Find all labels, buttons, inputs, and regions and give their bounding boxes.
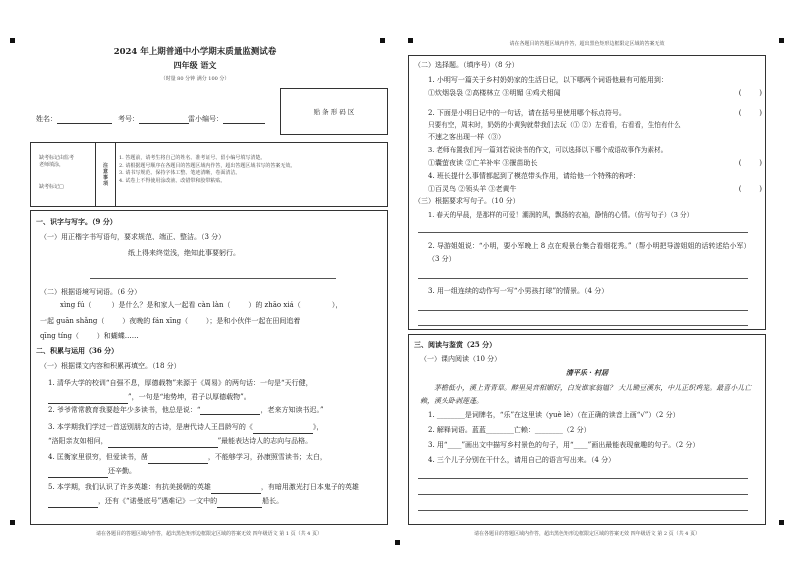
reading-q2: 2. 解释词语。蓝蓝________亡赖：________（2 分） — [428, 426, 591, 434]
choice-4: 4. 班长提什么事情都起到了模范带头作用，请给他一个特殊的称呼： ①百灵鸟 ②领头羊 ③老黄牛 ( ) — [428, 172, 762, 193]
section-1-title: 一、识字与写字。（9 分） — [36, 217, 117, 226]
sentence-2: 2. 导游姐姐说：“小明，要小军晚上 8 点在观景台集合看烟花秀。”（帮小明把导游姐姐的话转述给小军）（3 分） — [428, 242, 751, 263]
name-label: 姓名： — [36, 115, 57, 123]
answer-line[interactable] — [418, 510, 748, 511]
school-number-label: 雷小编号： — [188, 115, 223, 123]
notice-item: 1. 答题前，请考生将自己的姓名、准考证号、留小编号填写清楚。 — [119, 155, 266, 161]
exam-title: 2024 年上期普通中小学期末质量监测试卷 — [113, 47, 277, 57]
q2-1-3: 3. 本学期我们学过一首送别朋友的古诗，是唐代诗人王昌龄写的《 》， “洛阳亲友如相问， ”最能表达诗人的志向与品格。 — [48, 420, 380, 448]
section-3-title: 三、阅读与鉴赏（25 分） — [414, 340, 497, 349]
q2-1-4: 4. 匡衡家里很穷，但爱读书，凿 ，不能够学习，孙康照雪读书；太白， 还辛勤。 — [48, 450, 380, 478]
exam-number-label: 考号： — [118, 115, 139, 123]
q1-1: （一）用正楷字书写语句，要求规范、端正、整洁。（3 分） — [40, 233, 226, 241]
q2-1-2: 2. 爷爷常常教育我要趁年少多读书，他总是说：“ ，老来方知读书迟。” — [48, 406, 324, 414]
choice-3: 3. 老师布置我们写一篇刘若说读书的作文，可以选择以下哪个成语故事作为素材。 ①囊萤夜读 ②亡羊补牢 ③揠苗助长 ( ) — [428, 146, 762, 167]
absent-note: 缺考标记由监考老师填涂， — [39, 155, 75, 168]
answer-line[interactable] — [418, 310, 748, 311]
registration-mark-bottom-left — [10, 520, 15, 525]
sentence-1: 1. 春天的早晨，是那样的可爱！潮润的风，飘扬的衣袖，静悄的心情。（仿写句子）（3 分） — [428, 211, 694, 219]
q2-2: （二）选择题。（填序号）（8 分） — [414, 61, 519, 69]
registration-mark-top-right — [779, 38, 784, 43]
notice-item: 3. 请书写规范、保持字体工整、笔迹清晰，卷面清洁。 — [119, 170, 241, 176]
right-header: 请在各题目的答题区域内作答，超出黑色矩形边框限定区域的答案无效 — [509, 41, 665, 47]
q1-2-line2: 一起 guān shǎng（ ）夜晚的 fán xīng（ ）；是和小伙伴一起在田间追着 — [40, 317, 301, 325]
q3-1: （一）课内阅读（10 分） — [420, 355, 502, 363]
notice-list — [119, 155, 379, 185]
sentence-3: 3. 用一组连续的动作写一写“小男孩打球”的情景。（4 分） — [428, 287, 609, 295]
answer-line[interactable] — [418, 478, 748, 479]
exam-subtitle: 四年级 语文 — [173, 60, 217, 70]
q2-3: （三）根据要求写句子。（10 分） — [414, 197, 520, 205]
q2-1: （一）根据课文内容和积累再填空。（18 分） — [40, 362, 181, 370]
notice-title: 注意事项 — [103, 163, 109, 187]
q2-1-1: 1. 清华大学的校训“自强不息，厚德载物”来源于《周易》的两句话：一句是“天行健， ”，一句是“地势坤，君子以厚德载物”。 — [48, 376, 380, 404]
barcode-area — [280, 88, 388, 135]
school-number-field[interactable] — [188, 114, 265, 124]
name-field[interactable] — [36, 114, 112, 124]
registration-mark-top-mid-left — [380, 38, 385, 43]
notice-item: 4. 试卷上不得使用涂改液、改错带和胶带粘贴。 — [119, 177, 226, 184]
absent-mark[interactable]: 缺考标记□ — [39, 184, 64, 190]
registration-mark-bottom-mid — [395, 540, 400, 545]
barcode-label: 贴 条 形 码 区 — [313, 108, 355, 116]
answer-line[interactable] — [418, 232, 748, 233]
notice-item: 2. 请根据题号顺序在各题目的答题区域内作答，超出答题区域书写的答案无效。 — [119, 162, 296, 169]
notice-box — [30, 142, 388, 207]
right-footer: 请在各题目的答题区域内作答，超出黑色矩形边框限定区域的答案无效 四年级语文 第 2 页（共 4 页） — [474, 531, 700, 537]
left-footer: 请在各题目的答题区域内作答，超出黑色矩形边框限定区域的答案无效 四年级语文 第 1 页（共 4 页） — [96, 531, 322, 537]
registration-mark-top-left — [10, 38, 15, 43]
q1-2: （二）根据语境写词语。（6 分） — [40, 288, 142, 296]
answer-line[interactable] — [418, 325, 748, 326]
choice-1: 1. 小明写一篇关于乡村奶奶家的生活日记，以下哪两个词语他最有可能用到： ①炊烟袅袅 ②高楼林立 ③明媚 ④鸡犬相闻 ( ) — [428, 76, 762, 97]
writing-line[interactable] — [90, 278, 336, 279]
reading-q1: 1. ________是词牌名，“乐”在这里读（yuè lè）（在正确的读音上画“√”）（2 分） — [428, 411, 680, 419]
exam-meta: （时量 80 分钟 满分 100 分） — [160, 76, 230, 82]
pinyin: xìng fú — [60, 301, 85, 309]
registration-mark-bottom-right — [779, 520, 784, 525]
poem-title: 清平乐 · 村居 — [565, 368, 609, 377]
poem-text: 茅檐低小，溪上青青草。醉里吴音相媚好，白发谁家翁媪？ 大儿锄豆溪东，中儿正织鸡笼。最喜小儿亡赖，溪头卧剥莲蓬。 — [420, 384, 752, 406]
reading-q3: 3. 用“____”画出文中描写乡村景色的句子，用“____”画出最能表现童趣的句子。（2 分） — [428, 441, 700, 449]
section-2-title: 二、积累与运用（36 分） — [36, 346, 119, 355]
answer-line[interactable] — [418, 494, 748, 495]
q2-1-5: 5. 本学期，我们认识了许多英雄：有抗美援朝的英雄 ，有暗用激光打日本鬼子的英雄 ，还有《“诺曼底号”遇难记》一文中的 船长。 — [48, 480, 380, 508]
q1-2-line3: qīng tíng（ ）和蝴蝶…… — [40, 332, 139, 340]
reading-q4: 4. 三个儿子分别在干什么，请用自己的语言写出来。（4 分） — [428, 456, 616, 464]
q1-1-text: 纸上得来终觉浅，绝知此事要躬行。 — [128, 249, 240, 257]
answer-line[interactable] — [418, 278, 748, 279]
q1-2-line1: xìng fú（ ）是什么？是和家人一起看 càn làn（ ）的 zhāo xiá（ ）， — [60, 301, 343, 309]
exam-number-field[interactable] — [118, 114, 189, 124]
choice-2: 2. 下面是小明日记中的一句话，请在括号里使用哪个标点符号。 ( ) 只要有空，周末时，奶奶的小黄狗就带我们去玩（① ②）左看看，右看看，生怕有什么 不速之客出现一样（③） — [428, 109, 762, 142]
